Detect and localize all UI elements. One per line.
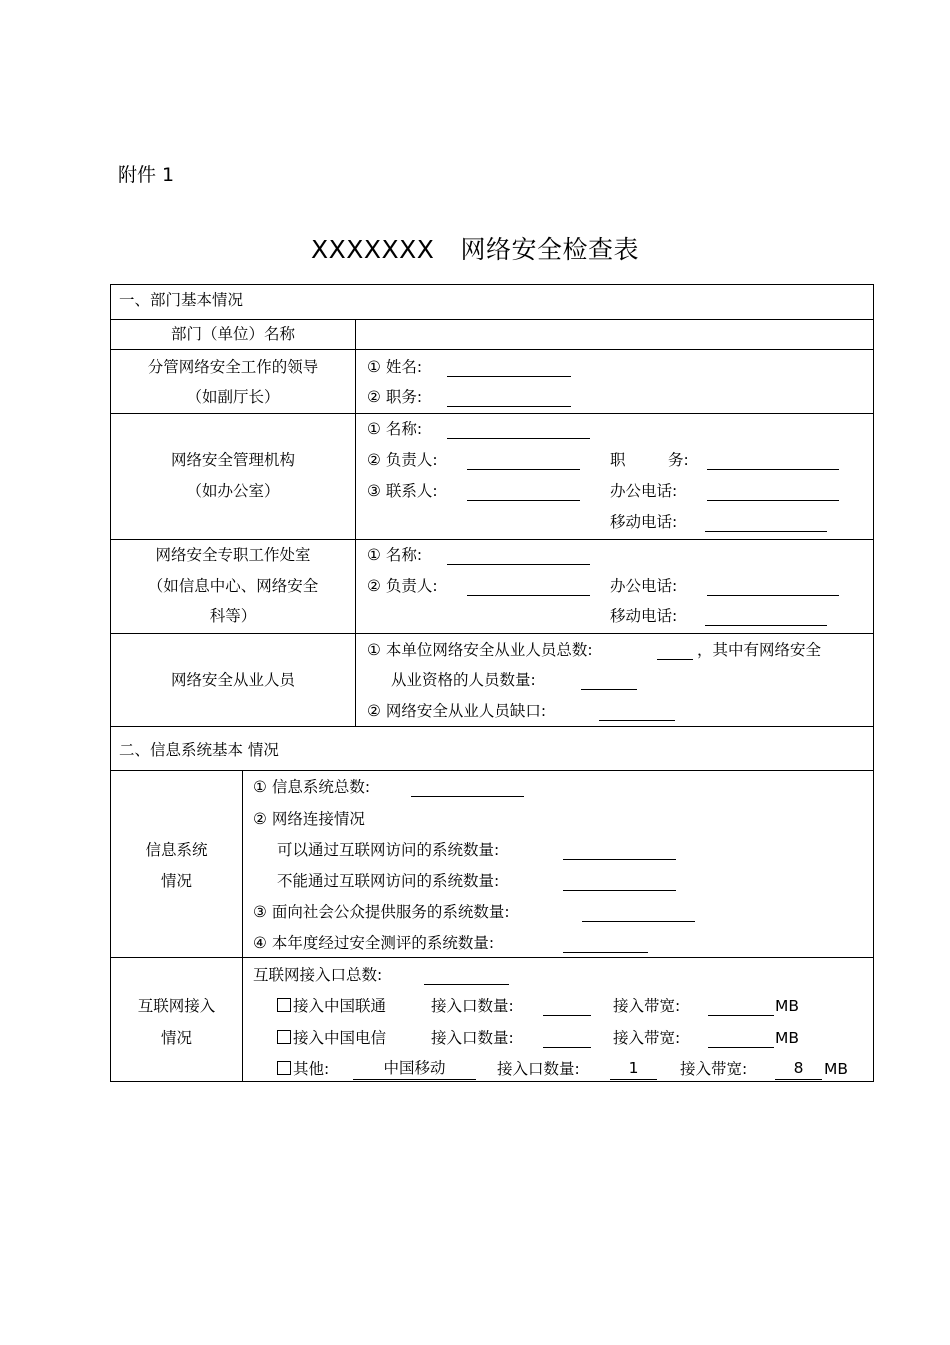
dept-name-label: 部门（单位）名称: [170, 325, 295, 343]
leader-label-line2: （如副厅长）: [186, 388, 280, 406]
systems-assessed-field[interactable]: [563, 952, 648, 953]
other-bandwidth-label: 接入带宽:: [680, 1060, 748, 1078]
staff-total-suffix: ，其中有网络安全: [697, 641, 822, 659]
unicom-bandwidth-field[interactable]: [708, 1015, 774, 1016]
mgmt-org-head-field[interactable]: [467, 469, 580, 470]
dedicated-name-field[interactable]: [447, 564, 590, 565]
systems-internet-field[interactable]: [563, 859, 676, 860]
mgmt-org-name-field[interactable]: [447, 438, 590, 439]
telecom-checkbox[interactable]: [277, 1030, 291, 1044]
systems-internet-label: 可以通过互联网访问的系统数量:: [277, 841, 500, 859]
staff-shortage-field[interactable]: [599, 720, 675, 721]
other-bandwidth-field[interactable]: 8: [775, 1058, 822, 1080]
unicom-option[interactable]: [277, 996, 386, 1016]
systems-total-label: ① 信息系统总数:: [253, 778, 371, 796]
inspection-table: [110, 284, 874, 1082]
other-label: 其他:: [293, 1060, 330, 1078]
systems-no-internet-label: 不能通过互联网访问的系统数量:: [277, 872, 500, 890]
unicom-bandwidth-label: 接入带宽:: [613, 997, 681, 1015]
dedicated-mobile-phone-field[interactable]: [705, 625, 827, 626]
dept-name-field[interactable]: [361, 324, 866, 344]
title-prefix: XXXXXXX: [311, 235, 435, 264]
staff-qualified-label: 从业资格的人员数量:: [391, 671, 536, 689]
other-port-label: 接入口数量:: [497, 1060, 580, 1078]
mgmt-org-label-line2: （如办公室）: [186, 482, 280, 500]
staff-shortage-label: ② 网络安全从业人员缺口:: [367, 702, 547, 720]
unicom-checkbox[interactable]: [277, 998, 291, 1012]
systems-no-internet-field[interactable]: [563, 890, 676, 891]
internet-label-line1: 互联网接入: [137, 997, 216, 1015]
telecom-label: 接入中国电信: [293, 1029, 387, 1047]
leader-label-line1: 分管网络安全工作的领导: [147, 358, 319, 376]
telecom-port-field[interactable]: [543, 1047, 591, 1048]
systems-assessed-label: ④ 本年度经过安全测评的系统数量:: [253, 934, 495, 952]
mgmt-org-name-label: ① 名称:: [367, 420, 423, 438]
mgmt-org-duty-field[interactable]: [707, 469, 839, 470]
staff-total-field[interactable]: [657, 659, 693, 660]
mgmt-org-head-label: ② 负责人:: [367, 451, 438, 469]
dedicated-mobile-phone-label: 移动电话:: [610, 607, 678, 625]
mgmt-org-mobile-phone-field[interactable]: [705, 531, 827, 532]
unicom-port-field[interactable]: [543, 1015, 591, 1016]
internet-total-field[interactable]: [424, 984, 509, 985]
telecom-bandwidth-label: 接入带宽:: [613, 1029, 681, 1047]
mgmt-org-contact-label: ③ 联系人:: [367, 482, 438, 500]
dedicated-office-phone-field[interactable]: [707, 595, 839, 596]
other-option[interactable]: [277, 1059, 329, 1079]
internet-total-label: 互联网接入口总数:: [253, 966, 383, 984]
leader-duty-field[interactable]: [447, 406, 571, 407]
leader-name-label: ① 姓名:: [367, 358, 423, 376]
telecom-bandwidth-field[interactable]: [708, 1047, 774, 1048]
mgmt-org-office-phone-field[interactable]: [707, 500, 839, 501]
dedicated-label-line2: （如信息中心、网络安全: [147, 577, 319, 595]
internet-label-line2: 情况: [160, 1029, 192, 1047]
systems-label-line1: 信息系统: [145, 841, 208, 859]
staff-label: 网络安全从业人员: [170, 671, 295, 689]
attachment-label: 附件 1: [118, 164, 175, 186]
dedicated-head-field[interactable]: [467, 595, 590, 596]
section2-heading: 二、信息系统基本 情况: [119, 741, 279, 759]
telecom-unit: MB: [775, 1029, 800, 1047]
leader-duty-label: ② 职务:: [367, 388, 423, 406]
systems-public-label: ③ 面向社会公众提供服务的系统数量:: [253, 903, 510, 921]
mgmt-org-office-phone-label: 办公电话:: [610, 482, 678, 500]
unicom-port-label: 接入口数量:: [431, 997, 514, 1015]
other-isp-field[interactable]: 中国移动: [353, 1058, 476, 1080]
telecom-option[interactable]: [277, 1028, 386, 1048]
dedicated-label-line3: 科等）: [209, 607, 257, 625]
staff-total-label: ① 本单位网络安全从业人员总数:: [367, 641, 593, 659]
other-checkbox[interactable]: [277, 1061, 291, 1075]
telecom-port-label: 接入口数量:: [431, 1029, 514, 1047]
title-main: 网络安全检查表: [460, 235, 639, 264]
systems-network-label: ② 网络连接情况: [253, 810, 365, 828]
unicom-label: 接入中国联通: [293, 997, 387, 1015]
dedicated-head-label: ② 负责人:: [367, 577, 438, 595]
other-unit: MB: [824, 1060, 849, 1078]
other-port-field[interactable]: 1: [610, 1058, 657, 1080]
mgmt-org-contact-field[interactable]: [467, 500, 580, 501]
leader-name-field[interactable]: [447, 376, 571, 377]
unicom-unit: MB: [775, 997, 800, 1015]
systems-public-field[interactable]: [582, 921, 695, 922]
section1-heading: 一、部门基本情况: [119, 291, 244, 309]
mgmt-org-duty-label-b: 务:: [668, 451, 689, 469]
dedicated-name-label: ① 名称:: [367, 546, 423, 564]
staff-qualified-field[interactable]: [581, 689, 637, 690]
mgmt-org-duty-label-a: 职: [610, 451, 626, 469]
mgmt-org-mobile-phone-label: 移动电话:: [610, 513, 678, 531]
dedicated-office-phone-label: 办公电话:: [610, 577, 678, 595]
mgmt-org-label-line1: 网络安全管理机构: [170, 451, 295, 469]
page-title: [0, 230, 950, 266]
systems-total-field[interactable]: [411, 796, 524, 797]
dedicated-label-line1: 网络安全专职工作处室: [155, 546, 311, 564]
systems-label-line2: 情况: [160, 872, 192, 890]
